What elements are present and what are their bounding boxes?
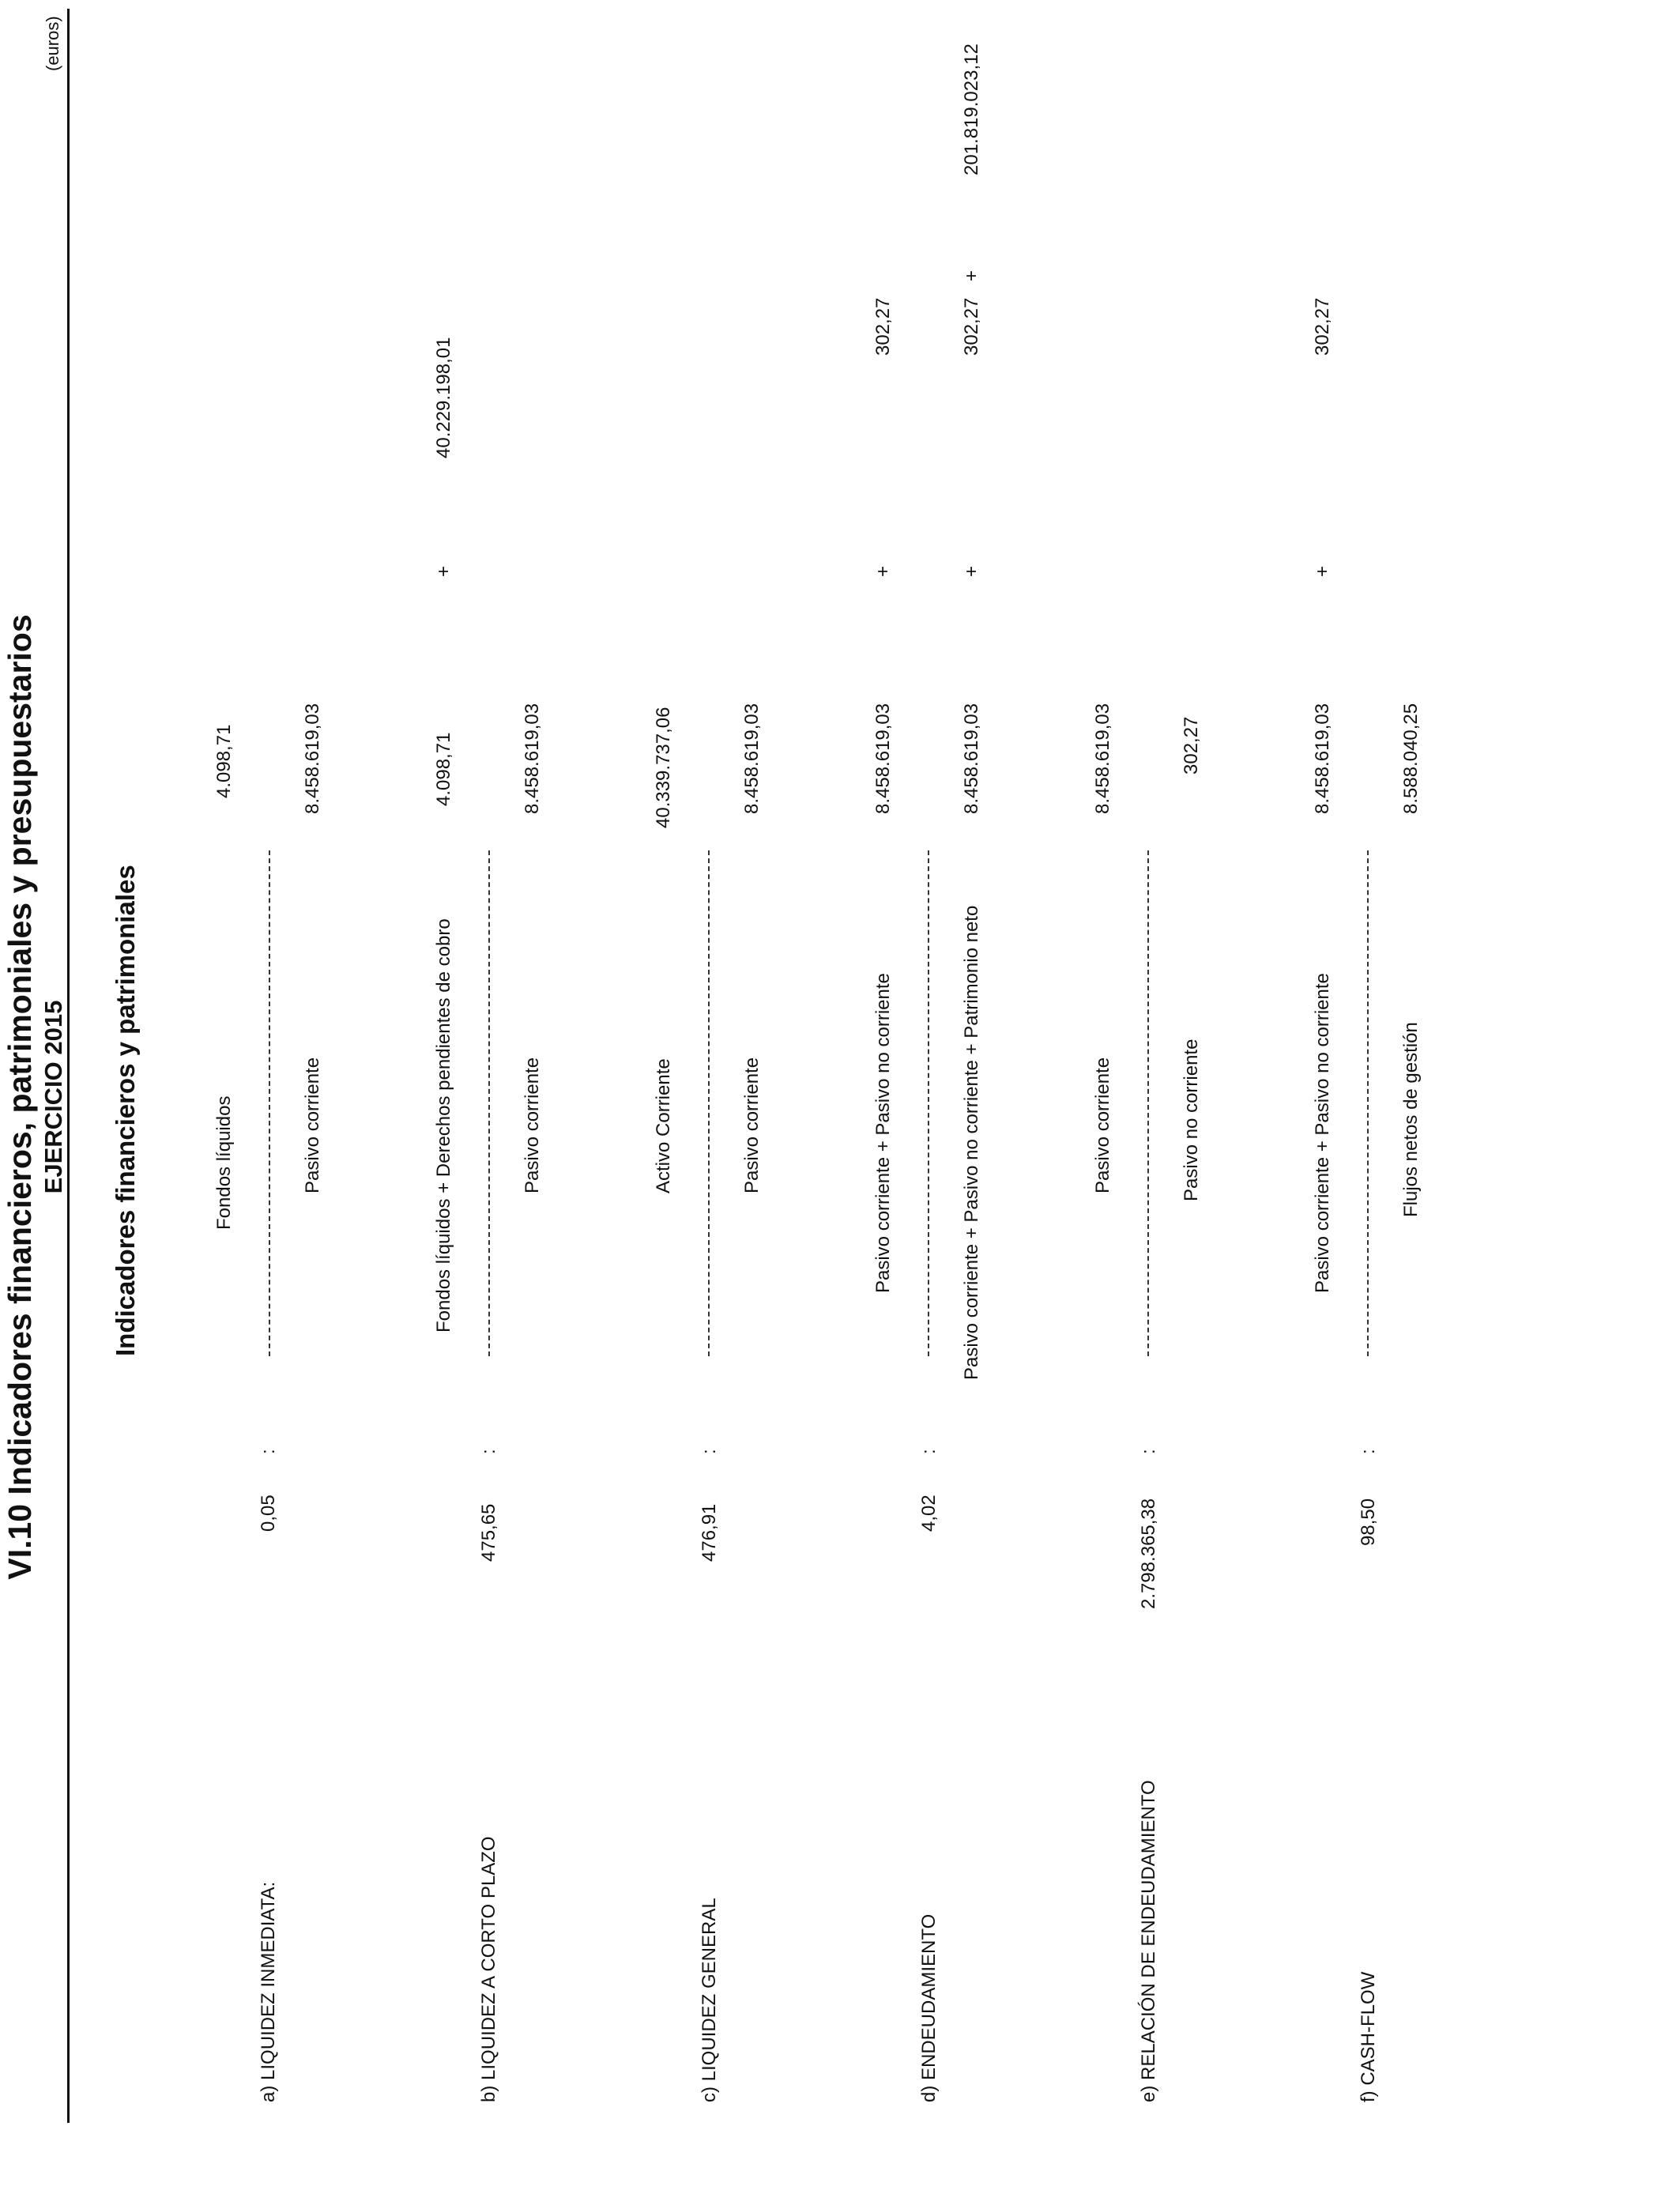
indicator-colon: : bbox=[478, 1449, 499, 1454]
denominator-plus-2: + bbox=[961, 270, 982, 281]
numerator-value-2: 40.229.198,01 bbox=[433, 337, 454, 458]
denominator-value: 8.458.619,03 bbox=[961, 703, 982, 814]
numerator-plus: + bbox=[1312, 565, 1333, 577]
page-subtitle: EJERCICIO 2015 bbox=[40, 1000, 67, 1194]
denominator-text: Pasivo no corriente bbox=[1181, 1039, 1202, 1201]
indicator-colon: : bbox=[258, 1449, 279, 1454]
fraction-bar bbox=[269, 850, 270, 1356]
numerator-text: Activo Corriente bbox=[653, 1058, 674, 1193]
top-rule bbox=[67, 9, 70, 2123]
denominator-plus: + bbox=[961, 565, 982, 577]
numerator-text: Pasivo corriente + Pasivo no corriente bbox=[872, 973, 894, 1293]
fraction-bar bbox=[708, 850, 710, 1356]
indicator-label: a) LIQUIDEZ INMEDIATA: bbox=[258, 1881, 279, 2102]
numerator-plus: + bbox=[433, 565, 454, 577]
numerator-plus: + bbox=[872, 565, 894, 577]
denominator-text: Flujos netos de gestión bbox=[1400, 1022, 1422, 1217]
indicator-colon: : bbox=[1138, 1449, 1159, 1454]
denominator-value-2: 302,27 bbox=[961, 297, 982, 356]
denominator-value: 302,27 bbox=[1181, 716, 1202, 775]
indicator-label: f) CASH-FLOW bbox=[1358, 1971, 1379, 2102]
numerator-value: 4.098,71 bbox=[433, 732, 454, 806]
fraction-bar bbox=[488, 850, 490, 1356]
indicator-label: d) ENDEUDAMIENTO bbox=[918, 1913, 940, 2102]
denominator-value-3: 201.819.023,12 bbox=[961, 43, 982, 175]
indicator-label: b) LIQUIDEZ A CORTO PLAZO bbox=[478, 1836, 499, 2102]
denominator-text: Pasivo corriente bbox=[741, 1057, 763, 1193]
fraction-bar bbox=[1147, 850, 1149, 1356]
indicator-result: 475,65 bbox=[478, 1503, 499, 1562]
indicator-result: 476,91 bbox=[699, 1503, 720, 1562]
denominator-text: Pasivo corriente + Pasivo no corriente + Patrimonio neto bbox=[961, 905, 982, 1380]
fraction-bar bbox=[1367, 850, 1369, 1356]
numerator-value: 40.339.737,06 bbox=[653, 707, 674, 828]
numerator-value: 8.458.619,03 bbox=[872, 703, 894, 814]
numerator-text: Fondos líquidos bbox=[213, 1095, 235, 1230]
numerator-value-2: 302,27 bbox=[872, 297, 894, 356]
indicator-colon: : bbox=[918, 1449, 940, 1454]
numerator-value-2: 302,27 bbox=[1312, 297, 1333, 356]
indicator-colon: : bbox=[699, 1449, 720, 1454]
indicator-label: c) LIQUIDEZ GENERAL bbox=[699, 1898, 720, 2102]
numerator-text: Pasivo corriente + Pasivo no corriente bbox=[1312, 973, 1333, 1293]
indicator-result: 4,02 bbox=[918, 1495, 940, 1532]
numerator-value: 8.458.619,03 bbox=[1092, 703, 1113, 814]
numerator-value: 4.098,71 bbox=[213, 724, 235, 798]
units-label: (euros) bbox=[43, 16, 62, 71]
denominator-text: Pasivo corriente bbox=[302, 1057, 323, 1193]
indicator-result: 98,50 bbox=[1358, 1498, 1379, 1546]
indicator-label: e) RELACIÓN DE ENDEUDAMIENTO bbox=[1138, 1780, 1159, 2102]
section-title: Indicadores financieros y patrimoniales bbox=[111, 865, 140, 1356]
indicator-colon: : bbox=[1358, 1449, 1379, 1454]
numerator-text: Fondos líquidos + Derechos pendientes de cobro bbox=[433, 918, 454, 1333]
denominator-value: 8.458.619,03 bbox=[522, 703, 543, 814]
denominator-text: Pasivo corriente bbox=[522, 1057, 543, 1193]
page-title: VI.10 Indicadores financieros, patrimoniales y presupuestarios bbox=[2, 614, 38, 1580]
numerator-text: Pasivo corriente bbox=[1092, 1057, 1113, 1193]
denominator-value: 8.588.040,25 bbox=[1400, 703, 1422, 814]
indicator-result: 0,05 bbox=[258, 1495, 279, 1532]
denominator-value: 8.458.619,03 bbox=[302, 703, 323, 814]
denominator-value: 8.458.619,03 bbox=[741, 703, 763, 814]
fraction-bar bbox=[928, 850, 929, 1356]
numerator-value: 8.458.619,03 bbox=[1312, 703, 1333, 814]
indicator-result: 2.798.365,38 bbox=[1138, 1498, 1159, 1609]
